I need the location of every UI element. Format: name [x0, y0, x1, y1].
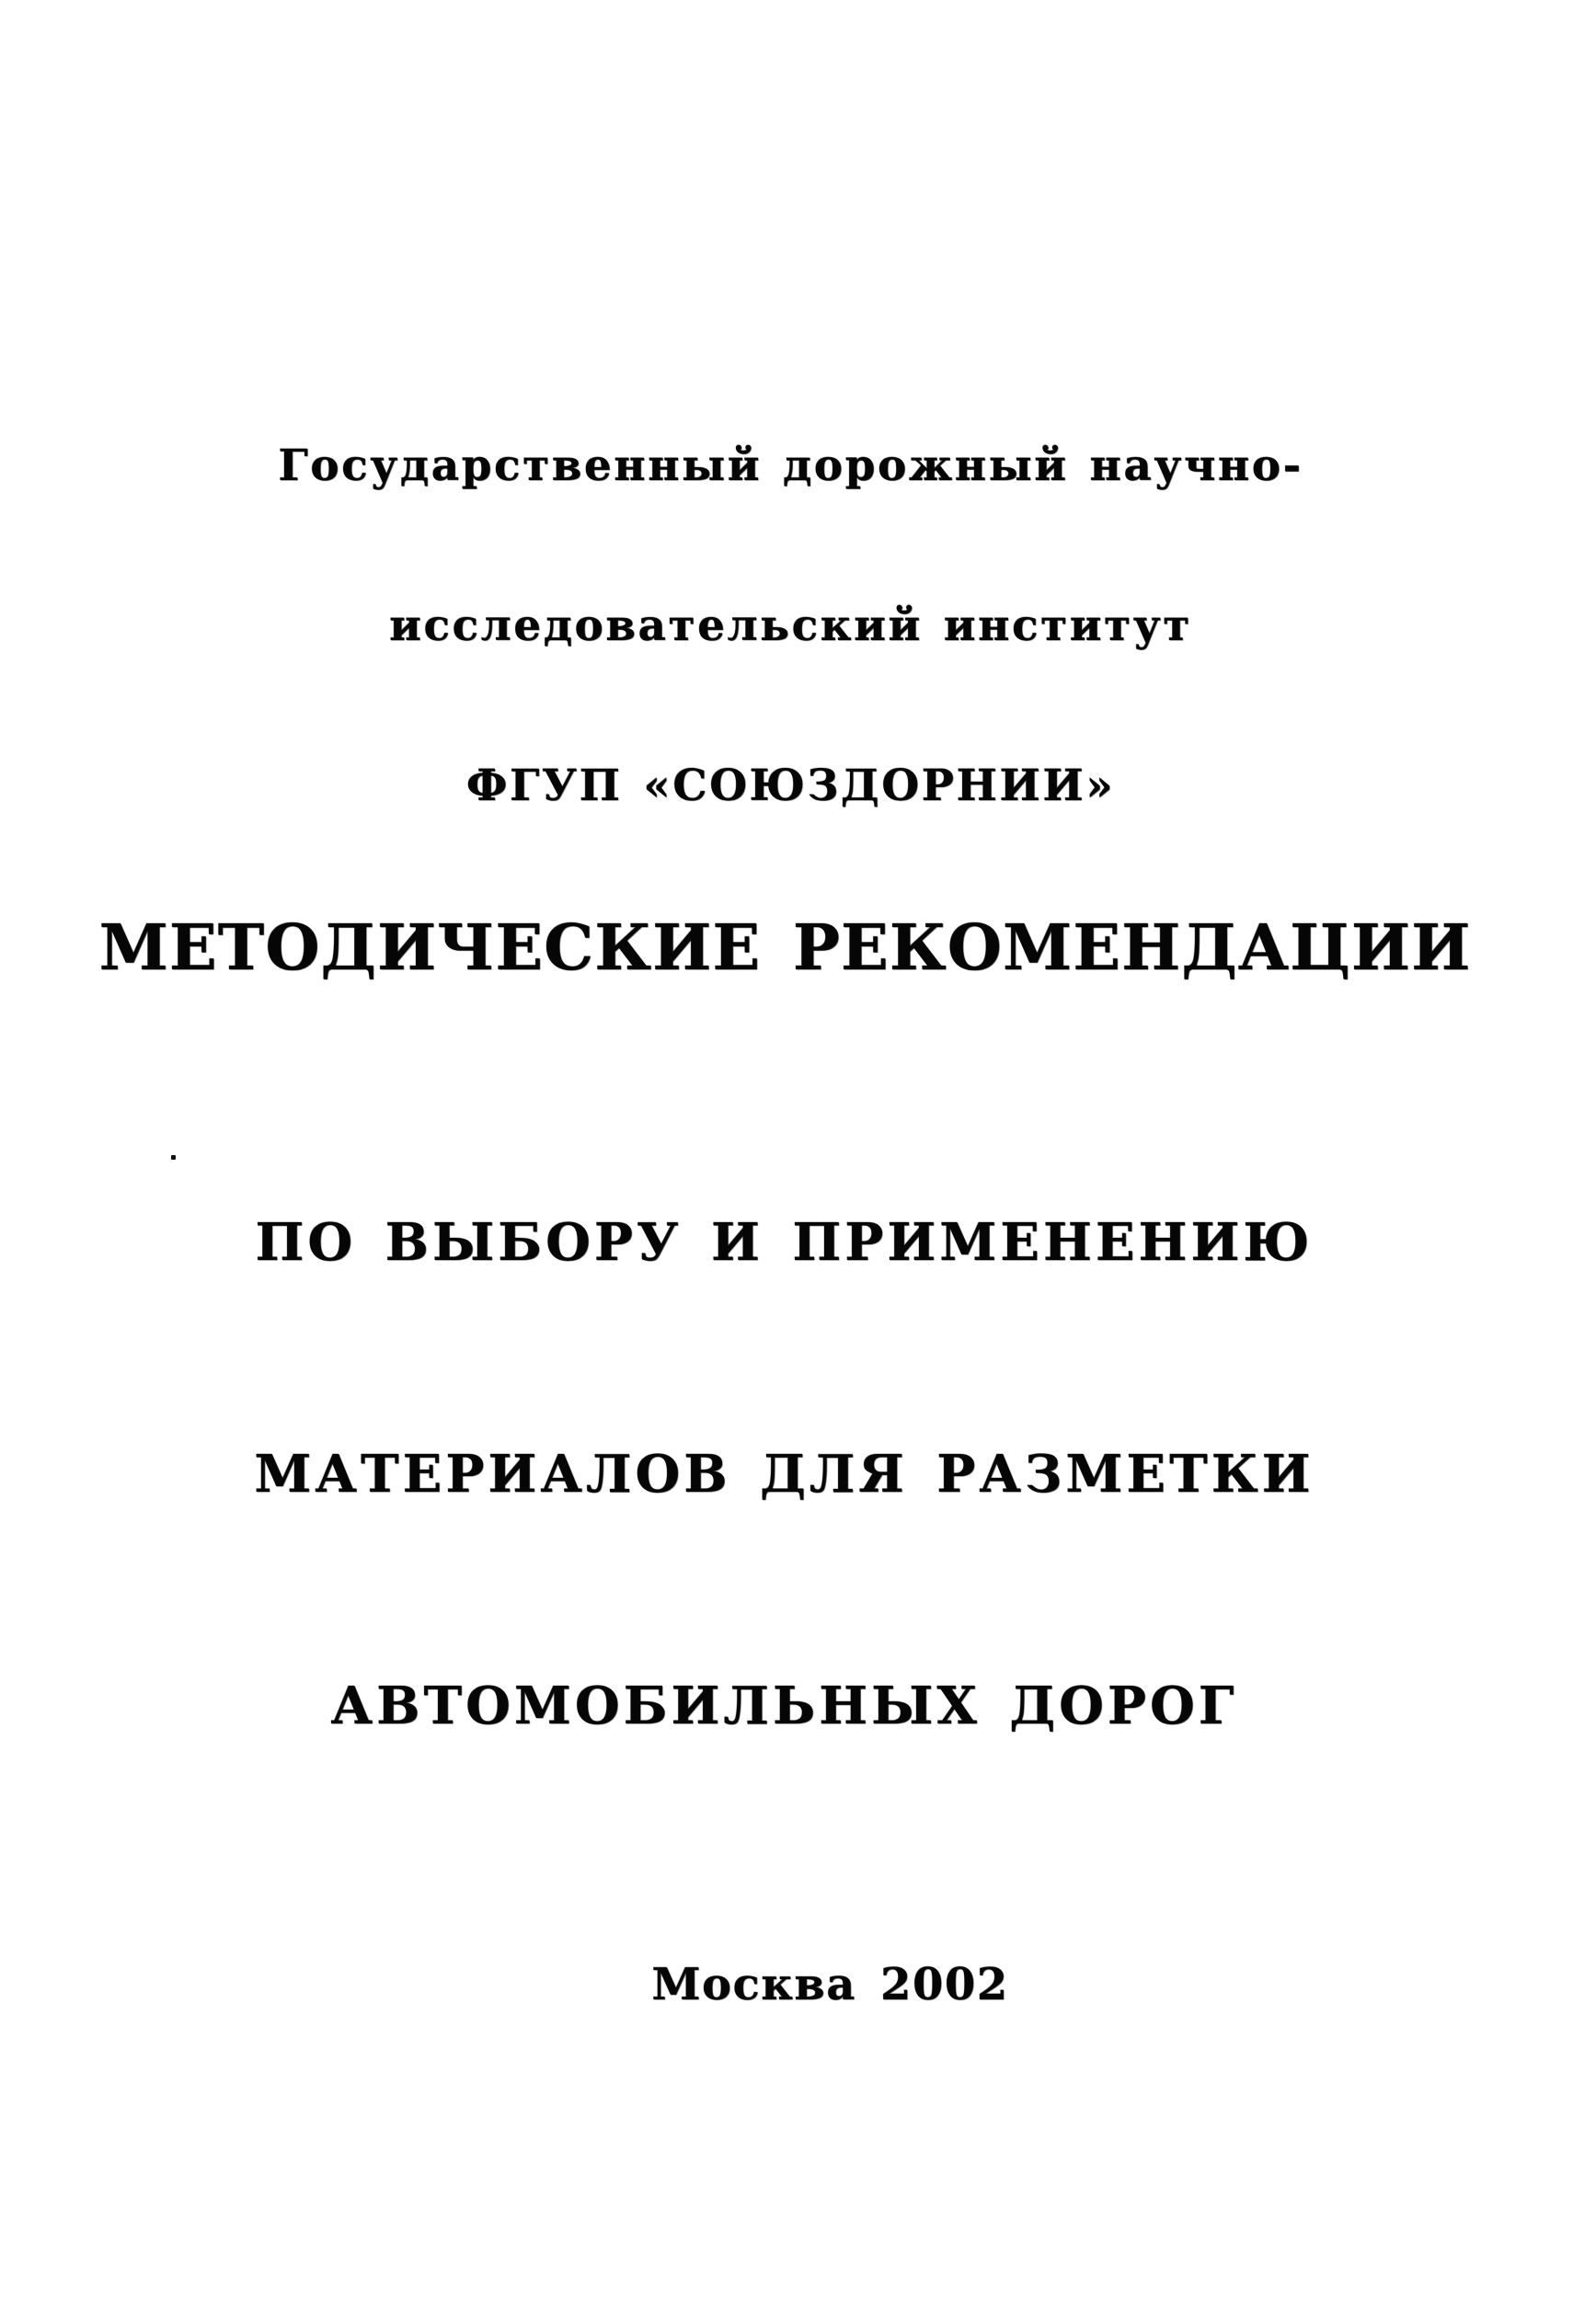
document-subtitle-line-2: МАТЕРИАЛОВ ДЛЯ РАЗМЕТКИ [254, 1444, 1315, 1505]
organization-name [0, 333, 1589, 920]
document-title: МЕТОДИЧЕСКИЕ РЕКОМЕНДАЦИИ [98, 911, 1472, 985]
document-subtitle-line-3: АВТОМОБИЛЬНЫХ ДОРОГ [330, 1676, 1238, 1736]
document-subtitle-line-1: ПО ВЫБОРУ И ПРИМЕНЕНИЮ [255, 1212, 1314, 1273]
document-subtitle [0, 1049, 1582, 1899]
ink-speck [171, 1155, 176, 1160]
organization-name-line-3: ФГУП «СОЮЗДОРНИИ» [465, 761, 1116, 811]
organization-name-line-1: Государственный дорожный научно- [278, 441, 1303, 491]
organization-name-line-2: исследовательский институт [389, 601, 1192, 651]
imprint-city-year: Москва 2002 [651, 1959, 1009, 2010]
